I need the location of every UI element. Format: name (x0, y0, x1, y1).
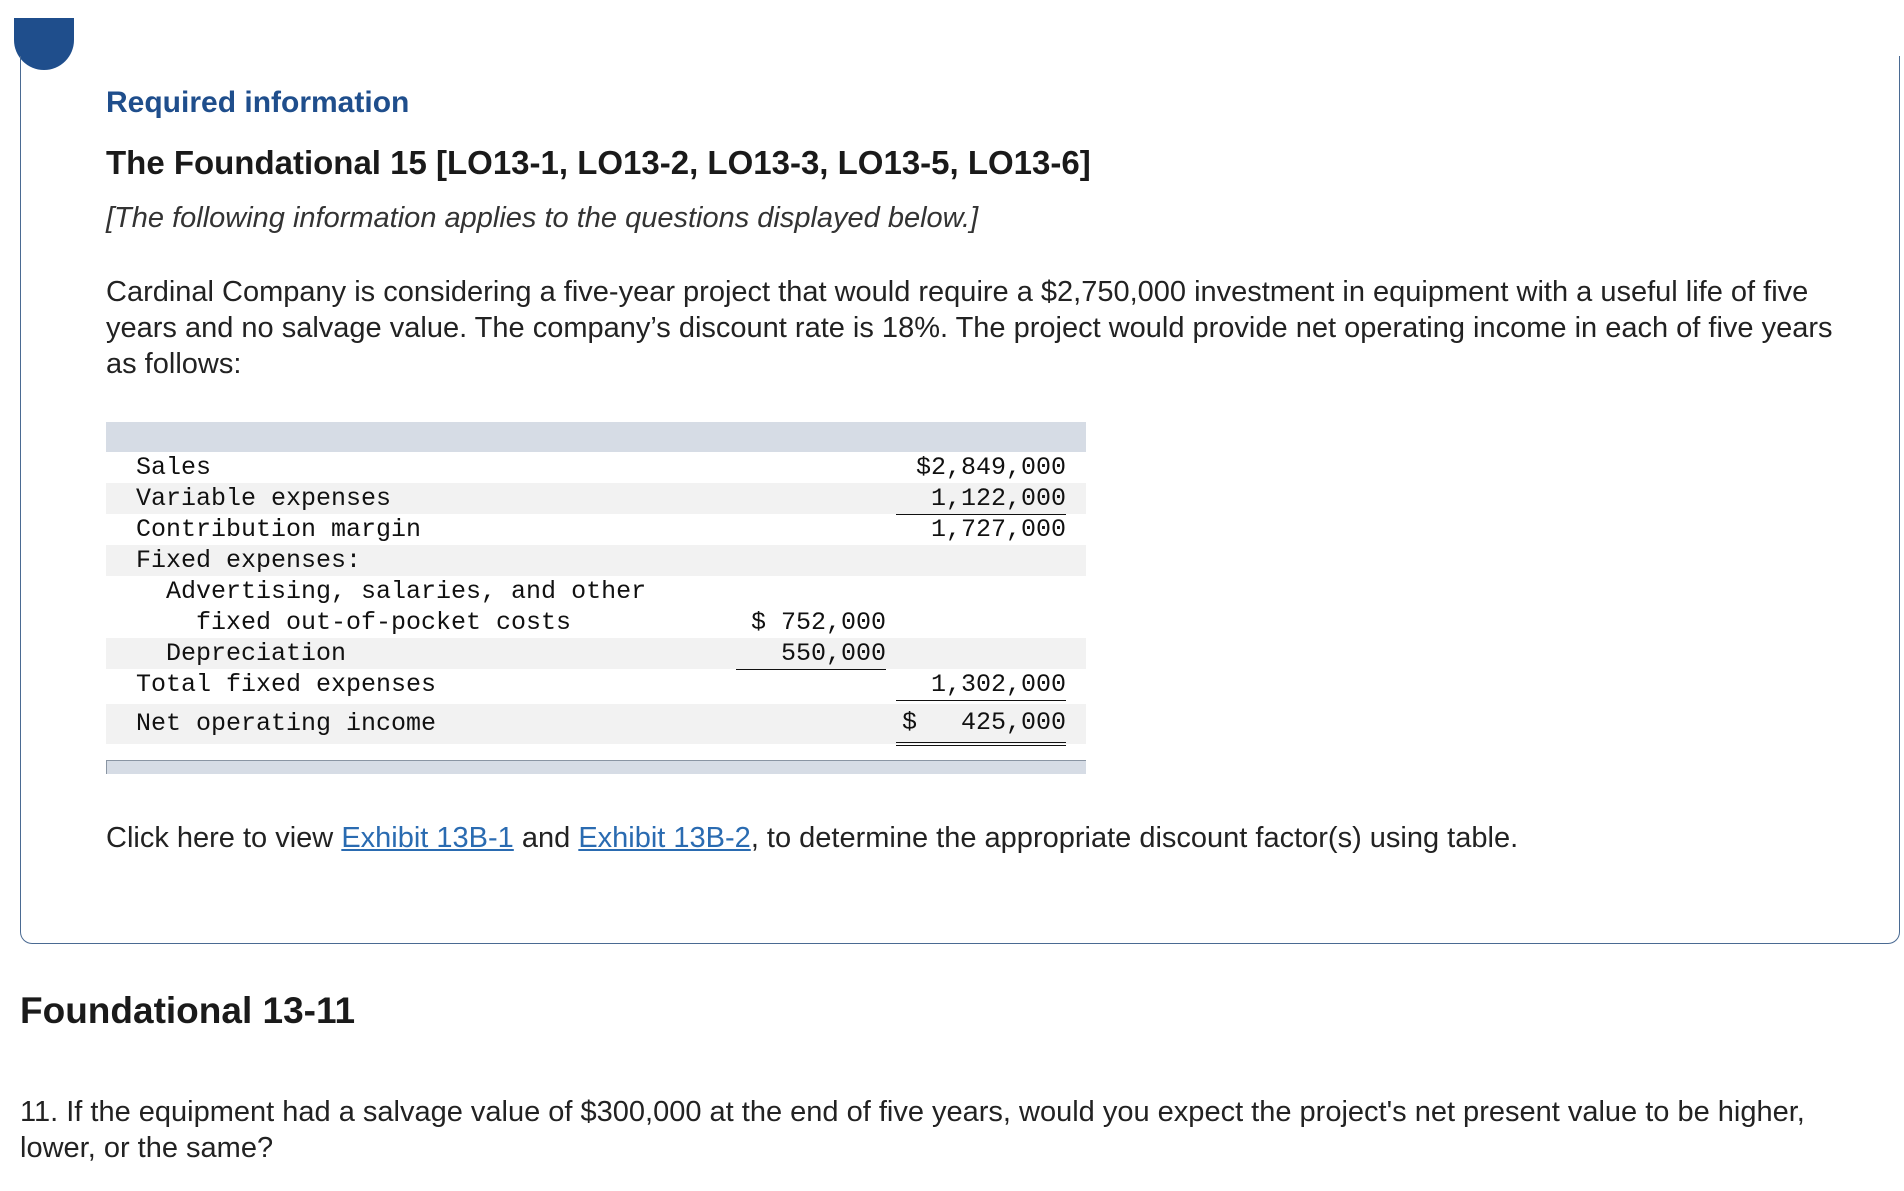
row-total-value (896, 704, 1066, 746)
exhibit-suffix: , to determine the appropriate discount factor(s) using table. (750, 822, 1519, 854)
exhibit-13b-1-link[interactable]: Exhibit 13B-1 (341, 822, 514, 854)
table-row-total-fixed-expenses (106, 669, 1086, 700)
table-header-band (106, 422, 1086, 452)
scenario-text: Cardinal Company is considering a five-year project that would require a $2,750,000 investment in equipment with a useful life of five years and no salvage value. The company’s discount rate is 18%. The project would provide net operating income in each of five years as follows: (106, 276, 1833, 380)
row-label: Net operating income (136, 709, 437, 738)
applies-note: [The following information applies to the questions displayed below.] (106, 202, 979, 234)
table-row-contribution-margin (106, 514, 1086, 545)
table-row-sales (106, 452, 1086, 483)
row-total-value: $2,849,000 (915, 453, 1066, 482)
table-row-net-operating-income (106, 704, 1086, 744)
exhibit-prefix: Click here to view (106, 822, 342, 854)
row-label: Contribution margin (136, 515, 422, 544)
exhibit-middle: and (513, 822, 579, 854)
table-row-fixed-expenses (106, 545, 1086, 576)
row-total-value: 1,302,000 (896, 669, 1066, 701)
table-row-depreciation (106, 638, 1086, 669)
row-label: Variable expenses (136, 484, 392, 513)
question-heading: Foundational 13-11 (20, 990, 356, 1031)
row-label: Advertising, salaries, and other (166, 577, 647, 606)
table-row-advertising (106, 576, 1086, 607)
section-title: The Foundational 15 [LO13-1, LO13-2, LO13-3, LO13-5, LO13-6] (106, 144, 1091, 181)
row-label: Sales (136, 453, 212, 482)
row-label: Total fixed expenses (136, 670, 437, 699)
table-row-out-of-pocket-costs (106, 607, 1086, 638)
table-footer-band (106, 760, 1086, 774)
required-information-heading: Required information (106, 86, 410, 119)
row-label: Depreciation (166, 639, 347, 668)
net-operating-income-value: 425,000 (960, 708, 1066, 737)
row-total-value: 1,122,000 (896, 483, 1066, 515)
exhibit-instructions (106, 822, 1518, 855)
table-row-variable-expenses (106, 483, 1086, 514)
exhibit-13b-2-link[interactable]: Exhibit 13B-2 (578, 822, 751, 854)
row-label: Fixed expenses: (136, 546, 362, 575)
income-statement-table (106, 422, 1086, 774)
row-detail-value: $ 752,000 (750, 608, 886, 637)
question-text: 11. If the equipment had a salvage value of $300,000 at the end of five years, would you expect the project's net present value to be higher, lower, or the same? (20, 1096, 1805, 1164)
currency-symbol: $ (902, 708, 918, 737)
row-label: fixed out-of-pocket costs (196, 608, 572, 637)
row-total-value: 1,727,000 (930, 515, 1066, 544)
row-detail-value: 550,000 (736, 638, 886, 670)
